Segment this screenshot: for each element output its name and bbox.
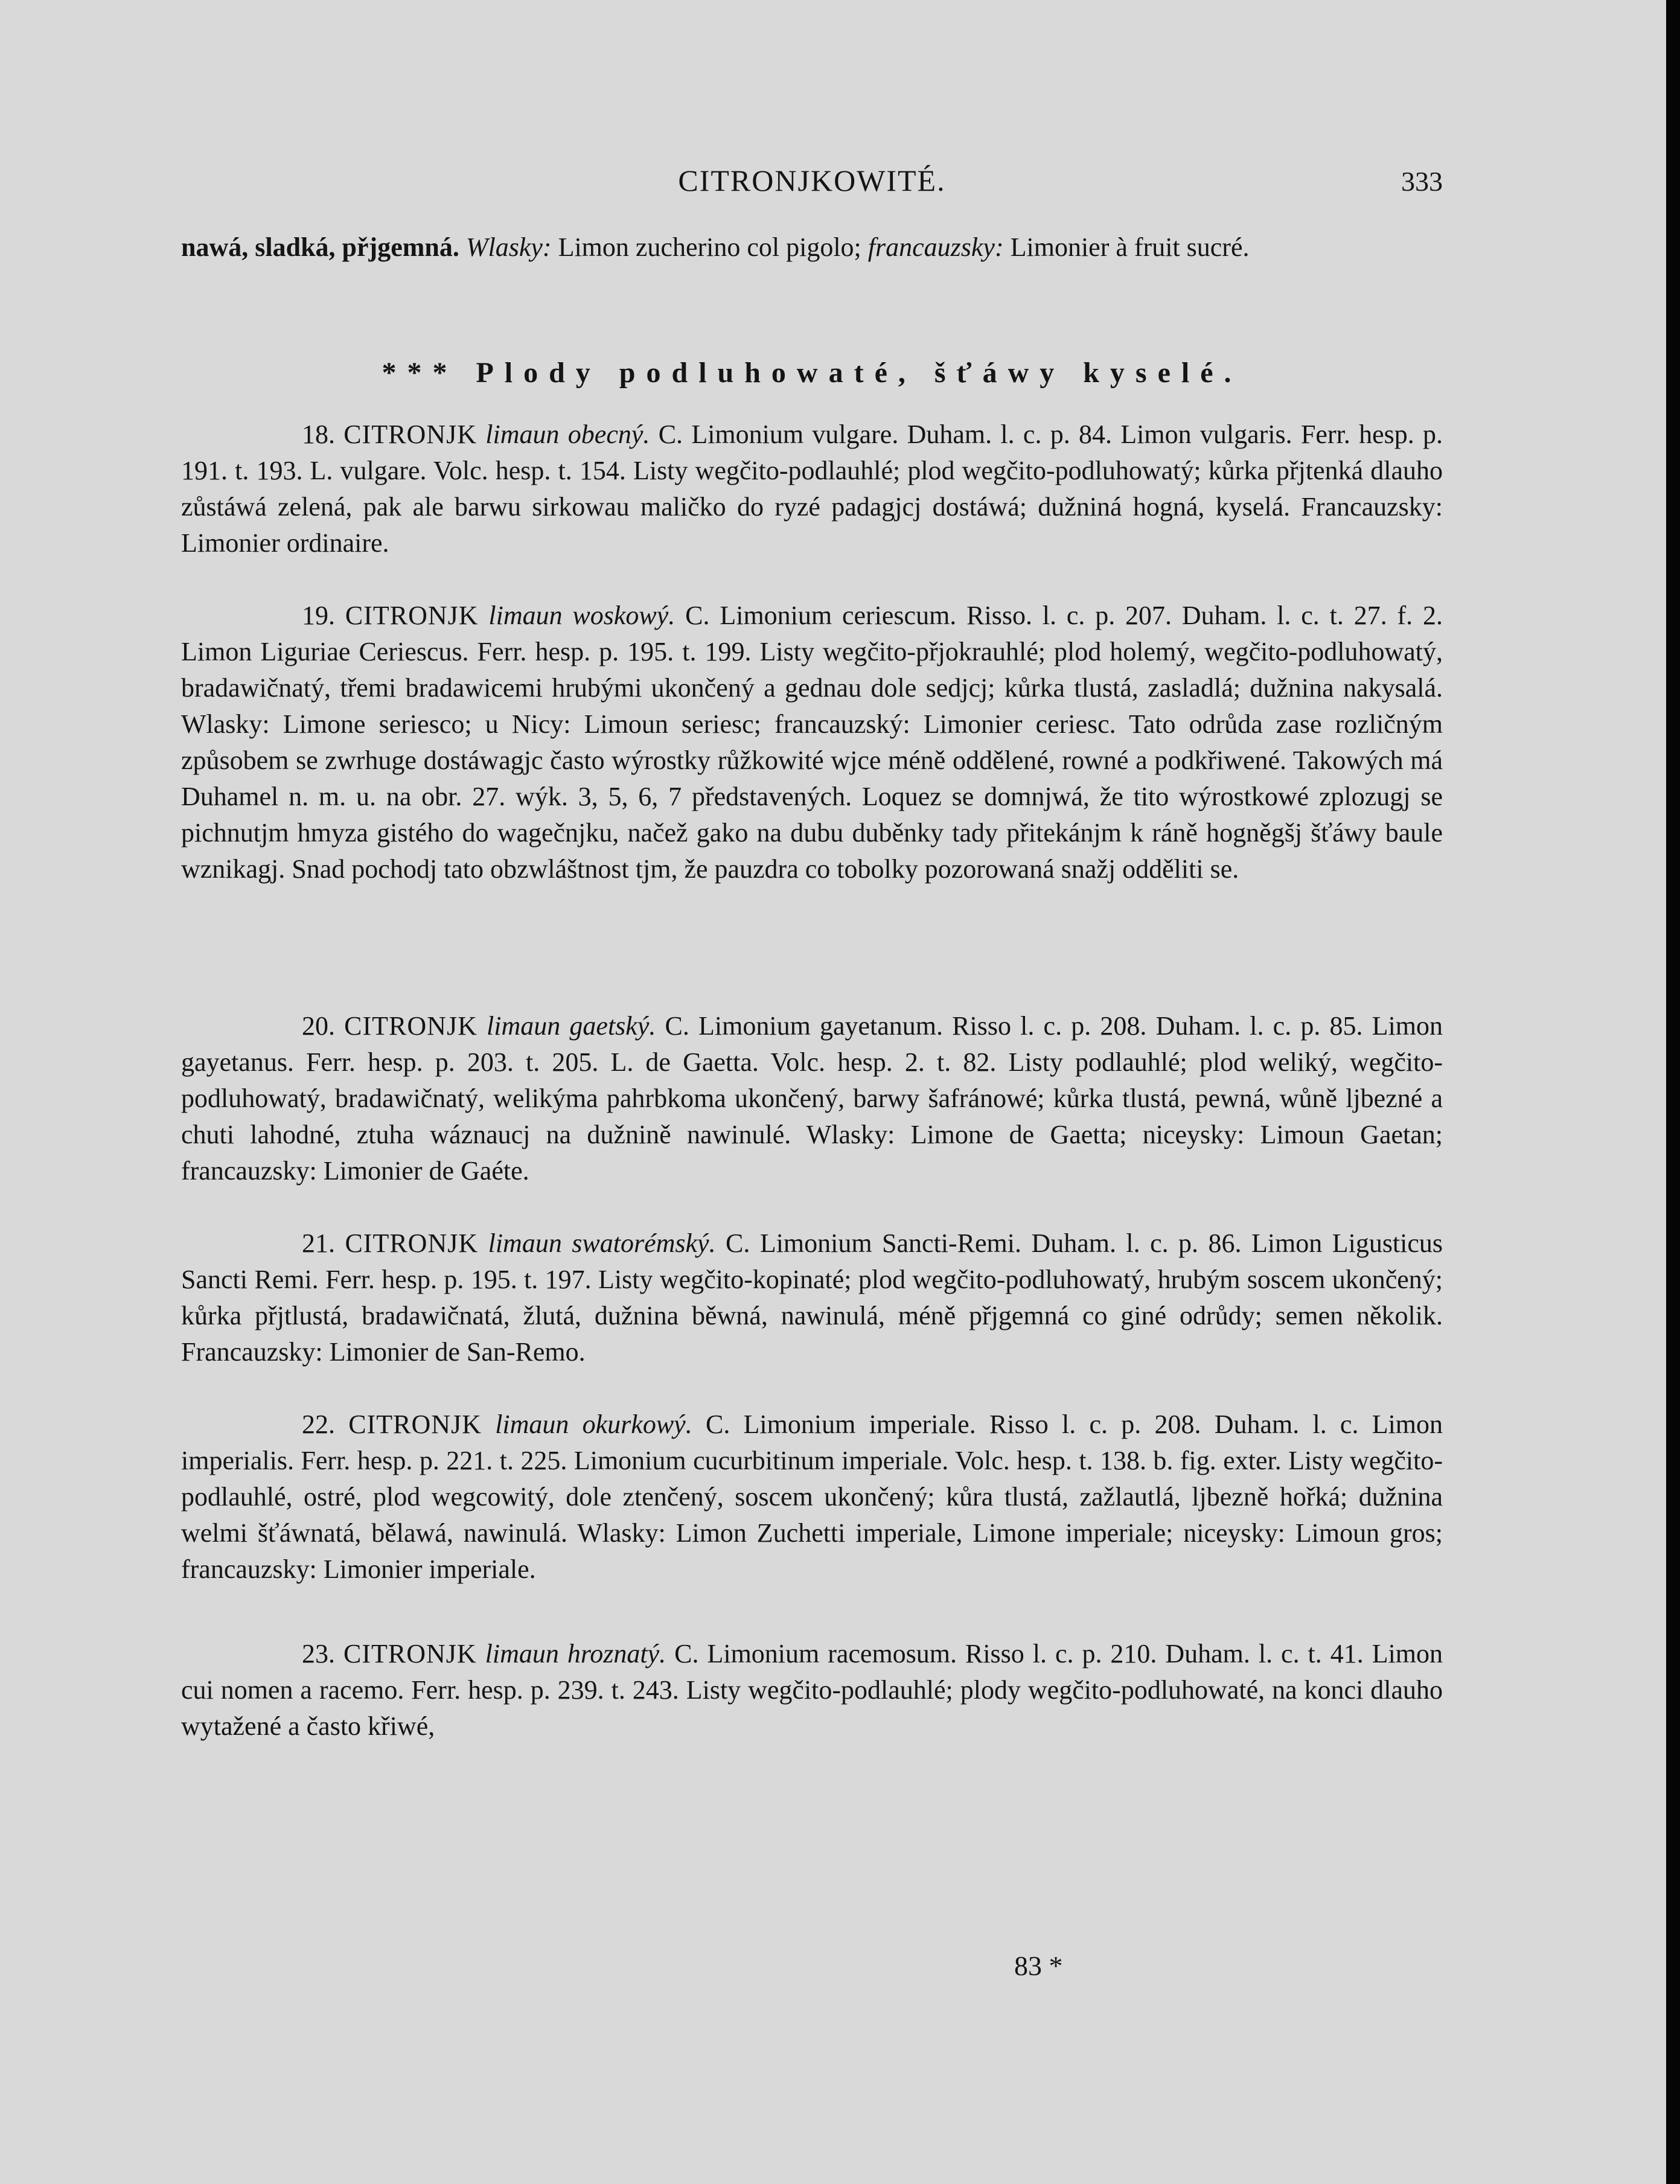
entry-genus: CITRONJK bbox=[348, 1410, 482, 1439]
section-heading: *** Plody podluhowaté, šťáwy kyselé. bbox=[382, 357, 1242, 389]
entry-text: C. Limonium ceriescum. Risso. l. c. p. 207. Duham. l. c. t. 27. f. 2. Limon Liguriae Ceriescus. Ferr. hesp. p. 195. t. 199. Listy wegčito-přjokrauhlé; plod holemý, wegčito-podluhowatý, bradawičnatý, třemi bradawicemi hrubými ukončený a gednau dole sedjcj; kůrka tlustá, zasladlá; dužnina nakysalá. Wlasky: Limone seriesco; u Nicy: Limoun seriesc; francauzský: Limonier ceriesc. Tato odrůda zase rozličným způsobem se zwrhuge dostáwagjc často wýrostky růžkowité wjce méně oddělené, rowné a podkřiwené. Takowých má Duhamel n. m. u. na obr. 27. wýk. 3, 5, 6, 7 představených. Loquez se domnjwá, že tito wýrostkowé zplozugj se pichnutjm hmyza gistého do wagečnjku, načež gako na dubu duběnky tady přitekánjm k ráně hogněgšj šťáwy baule wznikagj. Snad pochodj tato obzwláštnost tjm, že pauzdra co tobolky pozorowaná snažj odděliti se. bbox=[181, 601, 1443, 884]
entry-czech-name: limaun swatorémský. bbox=[488, 1228, 716, 1258]
entry-19 bbox=[181, 598, 1443, 887]
running-head bbox=[181, 163, 1443, 205]
entry-czech-name: limaun gaetský. bbox=[487, 1011, 656, 1041]
entry-czech-name: limaun hroznatý. bbox=[485, 1639, 666, 1668]
wlasky-text: Limon zucherino col pigolo; bbox=[558, 232, 861, 262]
entry-genus: CITRONJK bbox=[345, 1228, 479, 1258]
signature-mark: 83 * bbox=[1014, 1950, 1063, 1981]
francauzsky-label: francauzsky: bbox=[867, 232, 1004, 262]
entry-text: C. Limonium vulgare. Duham. l. c. p. 84. Limon vulgaris. Ferr. hesp. p. 191. t. 193. L. vulgare. Volc. hesp. t. 154. Listy wegčito-podlauhlé; plod wegčito-podluhowatý; kůrka přjtenká dlauho zůstáwá zelená, pak ale barwu sirkowau maličko do ryzé padagjcj dostáwá; dužniná hogná, kyselá. Francauzsky: Limonier ordinaire. bbox=[181, 420, 1443, 558]
intro-paragraph bbox=[181, 229, 1443, 266]
entry-genus: CITRONJK bbox=[344, 1011, 477, 1041]
entry-number: 19. bbox=[302, 601, 335, 630]
page-number: 333 bbox=[1401, 166, 1443, 197]
entry-number: 20. bbox=[302, 1011, 335, 1041]
entry-number: 23. bbox=[302, 1639, 335, 1668]
entry-23 bbox=[181, 1636, 1443, 1745]
entry-22 bbox=[181, 1407, 1443, 1588]
entry-number: 21. bbox=[302, 1228, 335, 1258]
page-title: CITRONJKOWITÉ. bbox=[678, 164, 946, 197]
entry-number: 18. bbox=[302, 420, 335, 449]
entry-genus: CITRONJK bbox=[343, 1639, 477, 1668]
entry-20 bbox=[181, 1008, 1443, 1189]
intro-bold-text: nawá, sladká, přjgemná. bbox=[181, 232, 459, 262]
entry-czech-name: limaun obecný. bbox=[485, 420, 650, 449]
entry-text: C. Limonium Sancti-Remi. Duham. l. c. p. 86. Limon Ligusticus Sancti Remi. Ferr. hesp. p. 195. t. 197. Listy wegčito-kopinaté; plod wegčito-podluhowatý, hrubým soscem ukončený; kůrka přjtlustá, bradawičnatá, žlutá, dužnina běwná, nawinulá, méně přjgemná co giné odrůdy; semen několik. Francauzsky: Limonier de San-Remo. bbox=[181, 1228, 1443, 1367]
entry-genus: CITRONJK bbox=[345, 601, 479, 630]
entry-18 bbox=[181, 417, 1443, 561]
francauzsky-text: Limonier à fruit sucré. bbox=[1010, 232, 1250, 262]
entry-21 bbox=[181, 1225, 1443, 1370]
entry-text: C. Limonium racemosum. Risso l. c. p. 210. Duham. l. c. t. 41. Limon cui nomen a racemo. Ferr. hesp. p. 239. t. 243. Listy wegčito-podlauhlé; plody wegčito-podluhowaté, na konci dlauho wytažené a často křiwé, bbox=[181, 1639, 1443, 1741]
entry-czech-name: limaun okurkowý. bbox=[495, 1410, 692, 1439]
entry-text: C. Limonium gayetanum. Risso l. c. p. 208. Duham. l. c. p. 85. Limon gayetanus. Ferr. hesp. p. 203. t. 205. L. de Gaetta. Volc. hesp. 2. t. 82. Listy podlauhlé; plod weliký, wegčito-podluhowatý, bradawičnatý, welikýma pahrbkoma ukončený, barwy šafránowé; kůrka tlustá, pewná, wůně ljbezné a chuti lahodné, ztuha wáznaucj na dužnině nawinulé. Wlasky: Limone de Gaetta; niceysky: Limoun Gaetan; francauzsky: Limonier de Gaéte. bbox=[181, 1011, 1443, 1186]
entry-number: 22. bbox=[302, 1410, 335, 1439]
entry-czech-name: limaun woskowý. bbox=[488, 601, 676, 630]
entry-genus: CITRONJK bbox=[343, 420, 477, 449]
entry-text: C. Limonium imperiale. Risso l. c. p. 208. Duham. l. c. Limon imperialis. Ferr. hesp. p. 221. t. 225. Limonium cucurbitinum imperiale. Volc. hesp. t. 138. b. fig. exter. Listy wegčito-podlauhlé, ostré, plod wegcowitý, dole ztenčený, soscem ukončený; kůra tlustá, zažlautlá, ljbezně hořká; dužnina welmi šťáwnatá, bělawá, nawinulá. Wlasky: Limon Zuchetti imperiale, Limone imperiale; niceysky: Limoun gros; francauzsky: Limonier imperiale. bbox=[181, 1410, 1443, 1584]
wlasky-label: Wlasky: bbox=[465, 232, 552, 262]
